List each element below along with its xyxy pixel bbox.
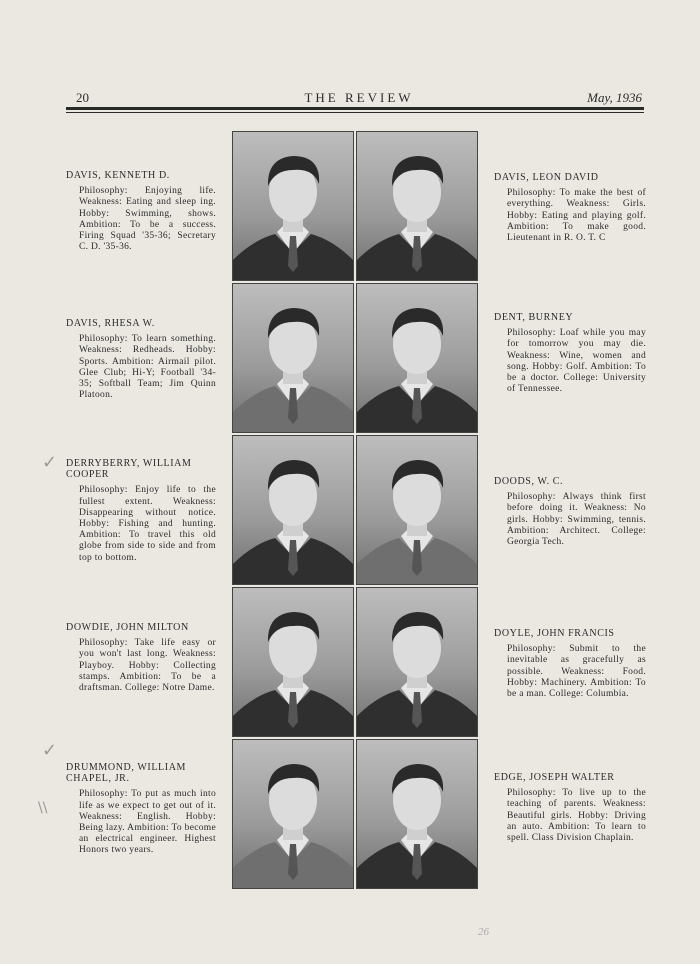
student-description: Philosophy: Enjoying life. Weakness: Eating and sleep ing. Hobby: Swimming, shows. Ambition: To be a success. Firing Squad '35-36; Secretary C. D. '35-36. — [79, 186, 216, 253]
running-header — [76, 90, 642, 106]
portrait-photo — [356, 435, 478, 585]
publication-title: THE REVIEW — [304, 90, 414, 105]
issue-date: May, 1936 — [587, 90, 642, 105]
student-entry — [494, 172, 646, 244]
student-name: EDGE, JOSEPH WALTER — [494, 772, 615, 783]
student-description: Philosophy: To make the best of everything. Weakness: Girls. Hobby: Eating and playing golf. Ambition: To make good. Lieutenant in R. O. T. C — [507, 188, 646, 244]
checkmark-icon: ✓ — [42, 740, 58, 761]
portrait-photo — [356, 739, 478, 889]
student-name: DAVIS, KENNETH D. — [66, 170, 170, 181]
portrait-grid — [232, 131, 482, 889]
student-name: DOODS, W. C. — [494, 476, 564, 487]
student-entry — [494, 628, 646, 700]
student-description: Philosophy: To put as much into life as we expect to get out of it. Weakness: English. Hobby: Being lazy. Ambition: To become an electrical engineer. Highest Honors two years. — [79, 789, 216, 856]
page-number: 20 — [76, 90, 89, 105]
student-name: DRUMMOND, WILLIAM CHAPEL, JR. — [66, 762, 187, 785]
student-description: Philosophy: Enjoy life to the fullest extent. Weakness: Disappearing without notice. Hobby: Fishing and hunting. Ambition: To travel this old globe from side to side and from top to bottom. — [79, 485, 216, 563]
student-entry — [494, 312, 646, 395]
portrait-photo — [232, 435, 354, 585]
portrait-photo — [356, 283, 478, 433]
student-description: Philosophy: To live up to the teaching of parents. Weakness: Beautiful girls. Hobby: Driving an auto. Ambition: To learn to spell. Class Division Chaplain. — [507, 788, 646, 844]
student-name: DAVIS, RHESA W. — [66, 318, 155, 329]
header-rule-thin — [66, 112, 644, 113]
student-entry — [66, 458, 216, 564]
student-entry — [66, 170, 216, 253]
pencil-annotation: 26 — [478, 926, 489, 938]
student-entry — [66, 762, 216, 857]
student-entry — [494, 772, 646, 844]
student-entry — [66, 318, 216, 401]
student-name: DOWDIE, JOHN MILTON — [66, 622, 189, 633]
student-entry — [66, 622, 216, 694]
checkmark-icon: ✓ — [42, 452, 58, 473]
portrait-photo — [232, 739, 354, 889]
student-description: Philosophy: Always think first before doing it. Weakness: No girls. Hobby: Swimming, tennis. Ambition: Architect. College: Georgia Tech. — [507, 492, 646, 548]
student-name: DENT, BURNEY — [494, 312, 574, 323]
header-rule-thick — [66, 107, 644, 110]
student-description: Philosophy: Submit to the inevitable as gracefully as possible. Weakness: Food. Hobby: Machinery. Ambition: To be a man. College: Columbia. — [507, 644, 646, 700]
pencil-mark-icon: \\ — [38, 800, 48, 816]
student-description: Philosophy: Loaf while you may for tomorrow you may die. Weakness: Wine, women and song. Hobby: Golf. Ambition: To be a doctor. College: University of Tennessee. — [507, 328, 646, 395]
portrait-photo — [356, 587, 478, 737]
portrait-photo — [232, 131, 354, 281]
portrait-photo — [232, 587, 354, 737]
portrait-photo — [356, 131, 478, 281]
student-entry — [494, 476, 646, 548]
student-description: Philosophy: To learn something. Weakness: Redheads. Hobby: Sports. Ambition: Airmail pilot. Glee Club; Hi-Y; Football '34-35; Softball Team; Jim Quinn Platoon. — [79, 334, 216, 401]
student-name: DERRYBERRY, WILLIAM COOPER — [66, 458, 192, 481]
student-description: Philosophy: Take life easy or you won't last long. Weakness: Playboy. Hobby: Collecting stamps. Ambition: To be a draftsman. College: Notre Dame. — [79, 638, 216, 694]
portrait-photo — [232, 283, 354, 433]
student-name: DOYLE, JOHN FRANCIS — [494, 628, 615, 639]
student-name: DAVIS, LEON DAVID — [494, 172, 599, 183]
